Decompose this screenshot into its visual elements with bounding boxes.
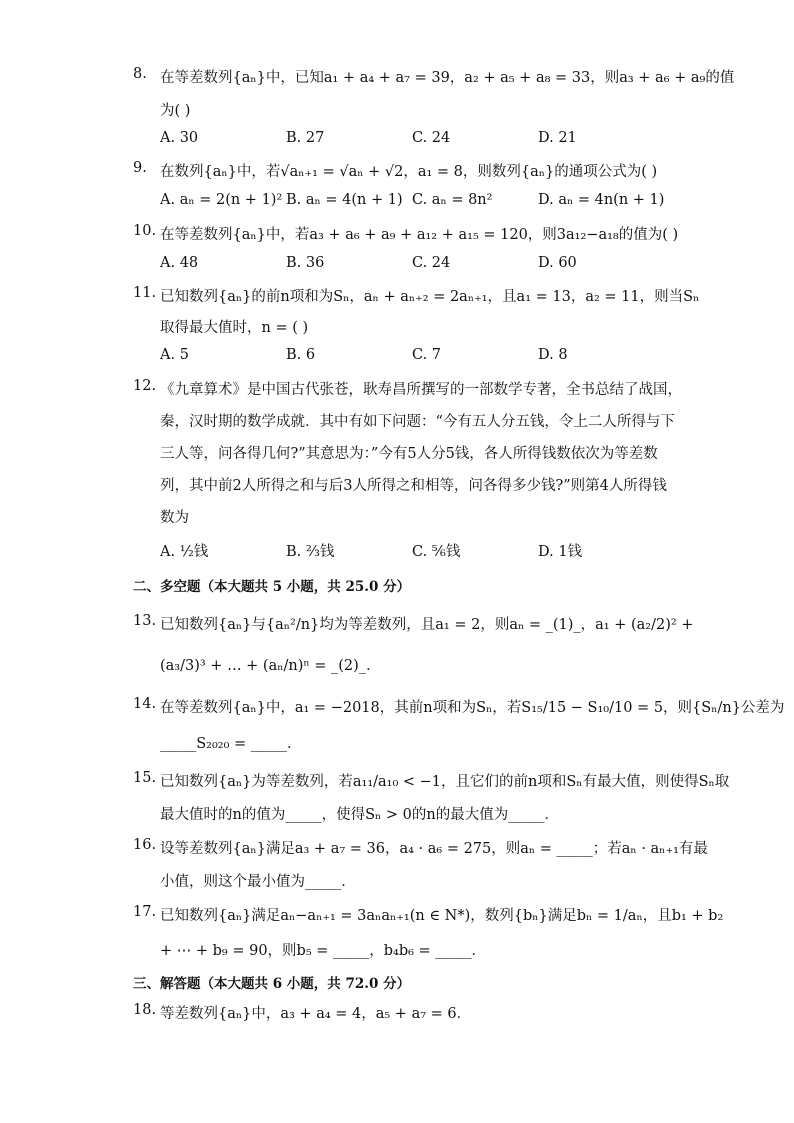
question-text: 在等差数列{aₙ}中，若a₃ + a₆ + a₉ + a₁₂ + a₁₅ = 120，则3a₁₂−a₁₈的值为( ) [160,227,679,243]
question-text: _____S₂₀₂₀ = _____． [160,736,302,752]
question-text: 已知数列{aₙ}满足aₙ−aₙ₊₁ = 3aₙaₙ₊₁(n ∈ N*)，数列{bₙ}满足bₙ = 1/aₙ，且b₁ + b₂ [160,908,724,924]
question-number: 17. [133,904,157,920]
option-d[interactable]: D. 60 [538,255,577,271]
question-text: 为( ) [160,103,191,119]
question-number: 15. [133,770,157,786]
option-c[interactable]: C. 7 [412,347,442,363]
question-number: 8. [133,66,147,82]
option-d[interactable]: D. aₙ = 4n(n + 1) [538,192,665,208]
question-text: (a₃/3)³ + … + (aₙ/n)ⁿ = _(2)_． [160,658,381,674]
section-heading-solution: 三、解答题（本大题共 6 小题，共 72.0 分） [133,976,411,992]
option-d[interactable]: D. 1钱 [538,544,583,560]
question-text: 在等差数列{aₙ}中，已知a₁ + a₄ + a₇ = 39，a₂ + a₅ + a₈ = 33，则a₃ + a₆ + a₉的值 [160,70,735,86]
question-number: 11. [133,285,157,301]
option-d[interactable]: D. 21 [538,130,577,146]
question-text: 秦，汉时期的数学成就．其中有如下问题：“今有五人分五钱，令上二人所得与下 [160,414,675,430]
option-a[interactable]: A. 5 [160,347,189,363]
option-c[interactable]: C. aₙ = 8n² [412,192,493,208]
question-number: 10. [133,223,157,239]
question-text: 数为 [160,510,189,526]
question-text: 等差数列{aₙ}中，a₃ + a₄ = 4，a₅ + a₇ = 6． [160,1006,472,1022]
option-c[interactable]: C. 24 [412,130,451,146]
option-b[interactable]: B. aₙ = 4(n + 1) [286,192,403,208]
option-b[interactable]: B. ⅔钱 [286,544,335,560]
question-number: 12. [133,378,157,394]
question-text: 三人等，问各得几何?”其意思为：”今有5人分5钱，各人所得钱数依次为等差数 [160,446,658,462]
option-a[interactable]: A. aₙ = 2(n + 1)² [160,192,283,208]
question-text: 列，其中前2人所得之和与后3人所得之和相等，问各得多少钱?”则第4人所得钱 [160,478,667,494]
question-text: 已知数列{aₙ}的前n项和为Sₙ，aₙ + aₙ₊₂ = 2aₙ₊₁，且a₁ = 13，a₂ = 11，则当Sₙ [160,289,700,305]
question-number: 18. [133,1002,157,1018]
option-a[interactable]: A. 30 [160,130,199,146]
question-text: 设等差数列{aₙ}满足a₃ + a₇ = 36，a₄ · a₆ = 275，则aₙ = _____；若aₙ · aₙ₊₁有最 [160,841,708,857]
question-text: 在数列{aₙ}中，若√aₙ₊₁ = √aₙ + √2，a₁ = 8，则数列{aₙ}的通项公式为( ) [160,164,658,180]
question-text: + ⋯ + b₉ = 90，则b₅ = _____，b₄b₆ = _____． [160,943,487,959]
option-c[interactable]: C. 24 [412,255,451,271]
option-b[interactable]: B. 6 [286,347,316,363]
question-number: 16. [133,837,157,853]
question-number: 13. [133,613,157,629]
question-text: 已知数列{aₙ}为等差数列，若a₁₁/a₁₀ < −1，且它们的前n项和Sₙ有最大值，则使得Sₙ取 [160,774,730,790]
question-text: 最大值时的n的值为_____，使得Sₙ > 0的n的最大值为_____． [160,807,559,823]
question-number: 9. [133,160,147,176]
option-d[interactable]: D. 8 [538,347,568,363]
question-text: 在等差数列{aₙ}中，a₁ = −2018，其前n项和为Sₙ，若S₁₅/15 − S₁₀/10 = 5，则{Sₙ/n}公差为 [160,700,785,716]
question-number: 14. [133,696,157,712]
section-heading-multi-blank: 二、多空题（本大题共 5 小题，共 25.0 分） [133,579,411,595]
option-a[interactable]: A. ½钱 [160,544,209,560]
option-c[interactable]: C. ⅚钱 [412,544,461,560]
question-text: 小值，则这个最小值为_____． [160,874,356,890]
question-text: 取得最大值时，n = ( ) [160,320,309,336]
option-b[interactable]: B. 27 [286,130,325,146]
question-text: 《九章算术》是中国古代张苍，耿寿昌所撰写的一部数学专著，全书总结了战国， [160,382,682,398]
question-text: 已知数列{aₙ}与{aₙ²/n}均为等差数列，且a₁ = 2，则aₙ = _(1)_，a₁ + (a₂/2)² + [160,617,694,633]
option-b[interactable]: B. 36 [286,255,325,271]
option-a[interactable]: A. 48 [160,255,199,271]
